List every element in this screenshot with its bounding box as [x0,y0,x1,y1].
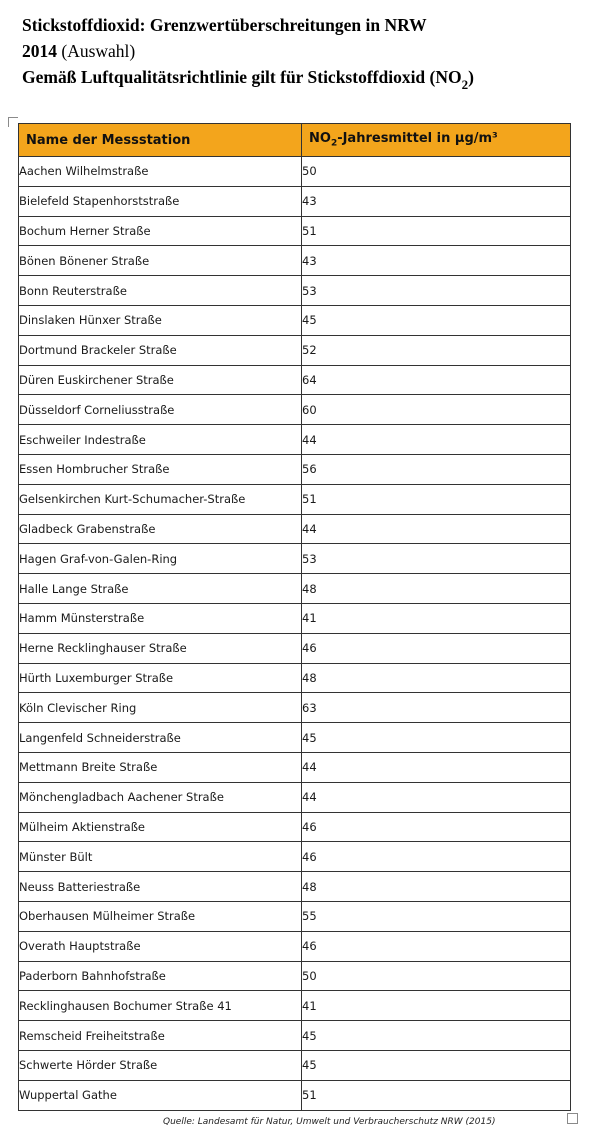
document-heading [22,12,582,92]
table-row [19,991,571,1021]
table-row [19,305,571,335]
header-value-prefix: NO [309,131,331,147]
heading-directive-text: Gemäß Luftqualitätsrichtlinie gilt für Stickstoffdioxid (NO [22,67,462,87]
heading-selection: (Auswahl) [61,41,136,61]
annual-mean-cell: 51 [302,484,571,514]
annual-mean-cell: 45 [302,723,571,753]
annual-mean-cell: 63 [302,693,571,723]
annual-mean-cell: 56 [302,454,571,484]
table-end-mark [567,1113,578,1124]
table-row [19,484,571,514]
annual-mean-cell: 60 [302,395,571,425]
annual-mean-cell: 53 [302,276,571,306]
table-row [19,157,571,187]
station-name-cell: Düren Euskirchener Straße [19,365,302,395]
table-row [19,216,571,246]
heading-directive-close: ) [468,67,474,87]
table-row [19,335,571,365]
table-row [19,872,571,902]
station-name-cell: Hagen Graf-von-Galen-Ring [19,544,302,574]
station-name-cell: Düsseldorf Corneliusstraße [19,395,302,425]
table-header-row [19,124,571,157]
annual-mean-cell: 50 [302,157,571,187]
header-station-name: Name der Messstation [19,124,302,157]
annual-mean-cell: 52 [302,335,571,365]
table-row [19,603,571,633]
annual-mean-cell: 51 [302,216,571,246]
header-value-subscript: 2 [330,138,338,149]
annual-mean-cell: 41 [302,991,571,1021]
station-name-cell: Münster Bült [19,842,302,872]
heading-directive-subscript: 2 [461,77,469,92]
heading-year: 2014 [22,41,57,61]
station-name-cell: Bielefeld Stapenhorststraße [19,186,302,216]
table-row [19,514,571,544]
table-row [19,752,571,782]
annual-mean-cell: 64 [302,365,571,395]
annual-mean-cell: 44 [302,782,571,812]
station-name-cell: Herne Recklinghauser Straße [19,633,302,663]
annual-mean-cell: 45 [302,1021,571,1051]
annual-mean-cell: 51 [302,1080,571,1110]
station-name-cell: Oberhausen Mülheimer Straße [19,901,302,931]
station-name-cell: Bochum Herner Straße [19,216,302,246]
table-row [19,246,571,276]
header-value-suffix: -Jahresmittel in µg/m³ [337,131,498,147]
annual-mean-cell: 48 [302,872,571,902]
station-name-cell: Bonn Reuterstraße [19,276,302,306]
annual-mean-cell: 44 [302,425,571,455]
annual-mean-cell: 50 [302,961,571,991]
station-name-cell: Gelsenkirchen Kurt-Schumacher-Straße [19,484,302,514]
table-row [19,1050,571,1080]
annual-mean-cell: 43 [302,186,571,216]
station-name-cell: Dortmund Brackeler Straße [19,335,302,365]
table-row [19,186,571,216]
heading-title: Stickstoffdioxid: Grenzwertüberschreitungen in NRW [22,15,427,35]
station-name-cell: Mülheim Aktienstraße [19,812,302,842]
header-annual-mean [302,124,571,157]
annual-mean-cell: 46 [302,633,571,663]
station-name-cell: Bönen Bönener Straße [19,246,302,276]
annual-mean-cell: 46 [302,812,571,842]
table-row [19,693,571,723]
table-row [19,782,571,812]
table-row [19,1021,571,1051]
source-note: Quelle: Landesamt für Natur, Umwelt und Verbraucherschutz NRW (2015) [163,1117,496,1127]
station-name-cell: Schwerte Hörder Straße [19,1050,302,1080]
annual-mean-cell: 53 [302,544,571,574]
table-row [19,663,571,693]
station-name-cell: Hürth Luxemburger Straße [19,663,302,693]
table-body [19,157,571,1111]
table-row [19,931,571,961]
station-table [18,123,571,1111]
table-row [19,544,571,574]
annual-mean-cell: 55 [302,901,571,931]
station-name-cell: Recklinghausen Bochumer Straße 41 [19,991,302,1021]
annual-mean-cell: 41 [302,603,571,633]
table-row [19,425,571,455]
station-name-cell: Neuss Batteriestraße [19,872,302,902]
annual-mean-cell: 43 [302,246,571,276]
station-name-cell: Paderborn Bahnhofstraße [19,961,302,991]
station-name-cell: Langenfeld Schneiderstraße [19,723,302,753]
table-row [19,365,571,395]
table-row [19,842,571,872]
station-name-cell: Mönchengladbach Aachener Straße [19,782,302,812]
table-row [19,961,571,991]
station-name-cell: Essen Hombrucher Straße [19,454,302,484]
heading-directive-line [22,64,582,92]
station-name-cell: Mettmann Breite Straße [19,752,302,782]
table-row [19,574,571,604]
table-row [19,901,571,931]
table-row [19,276,571,306]
heading-year-line [22,38,582,64]
table-row [19,723,571,753]
text-boundary-mark [8,117,18,127]
table-row [19,1080,571,1110]
station-name-cell: Hamm Münsterstraße [19,603,302,633]
station-name-cell: Köln Clevischer Ring [19,693,302,723]
station-name-cell: Overath Hauptstraße [19,931,302,961]
annual-mean-cell: 46 [302,931,571,961]
table-row [19,812,571,842]
station-name-cell: Remscheid Freiheitstraße [19,1021,302,1051]
station-name-cell: Halle Lange Straße [19,574,302,604]
station-name-cell: Eschweiler Indestraße [19,425,302,455]
station-name-cell: Gladbeck Grabenstraße [19,514,302,544]
annual-mean-cell: 48 [302,663,571,693]
table-row [19,454,571,484]
annual-mean-cell: 48 [302,574,571,604]
annual-mean-cell: 45 [302,1050,571,1080]
annual-mean-cell: 46 [302,842,571,872]
table-row [19,633,571,663]
station-name-cell: Wuppertal Gathe [19,1080,302,1110]
annual-mean-cell: 45 [302,305,571,335]
annual-mean-cell: 44 [302,752,571,782]
annual-mean-cell: 44 [302,514,571,544]
table-row [19,395,571,425]
station-name-cell: Aachen Wilhelmstraße [19,157,302,187]
station-name-cell: Dinslaken Hünxer Straße [19,305,302,335]
